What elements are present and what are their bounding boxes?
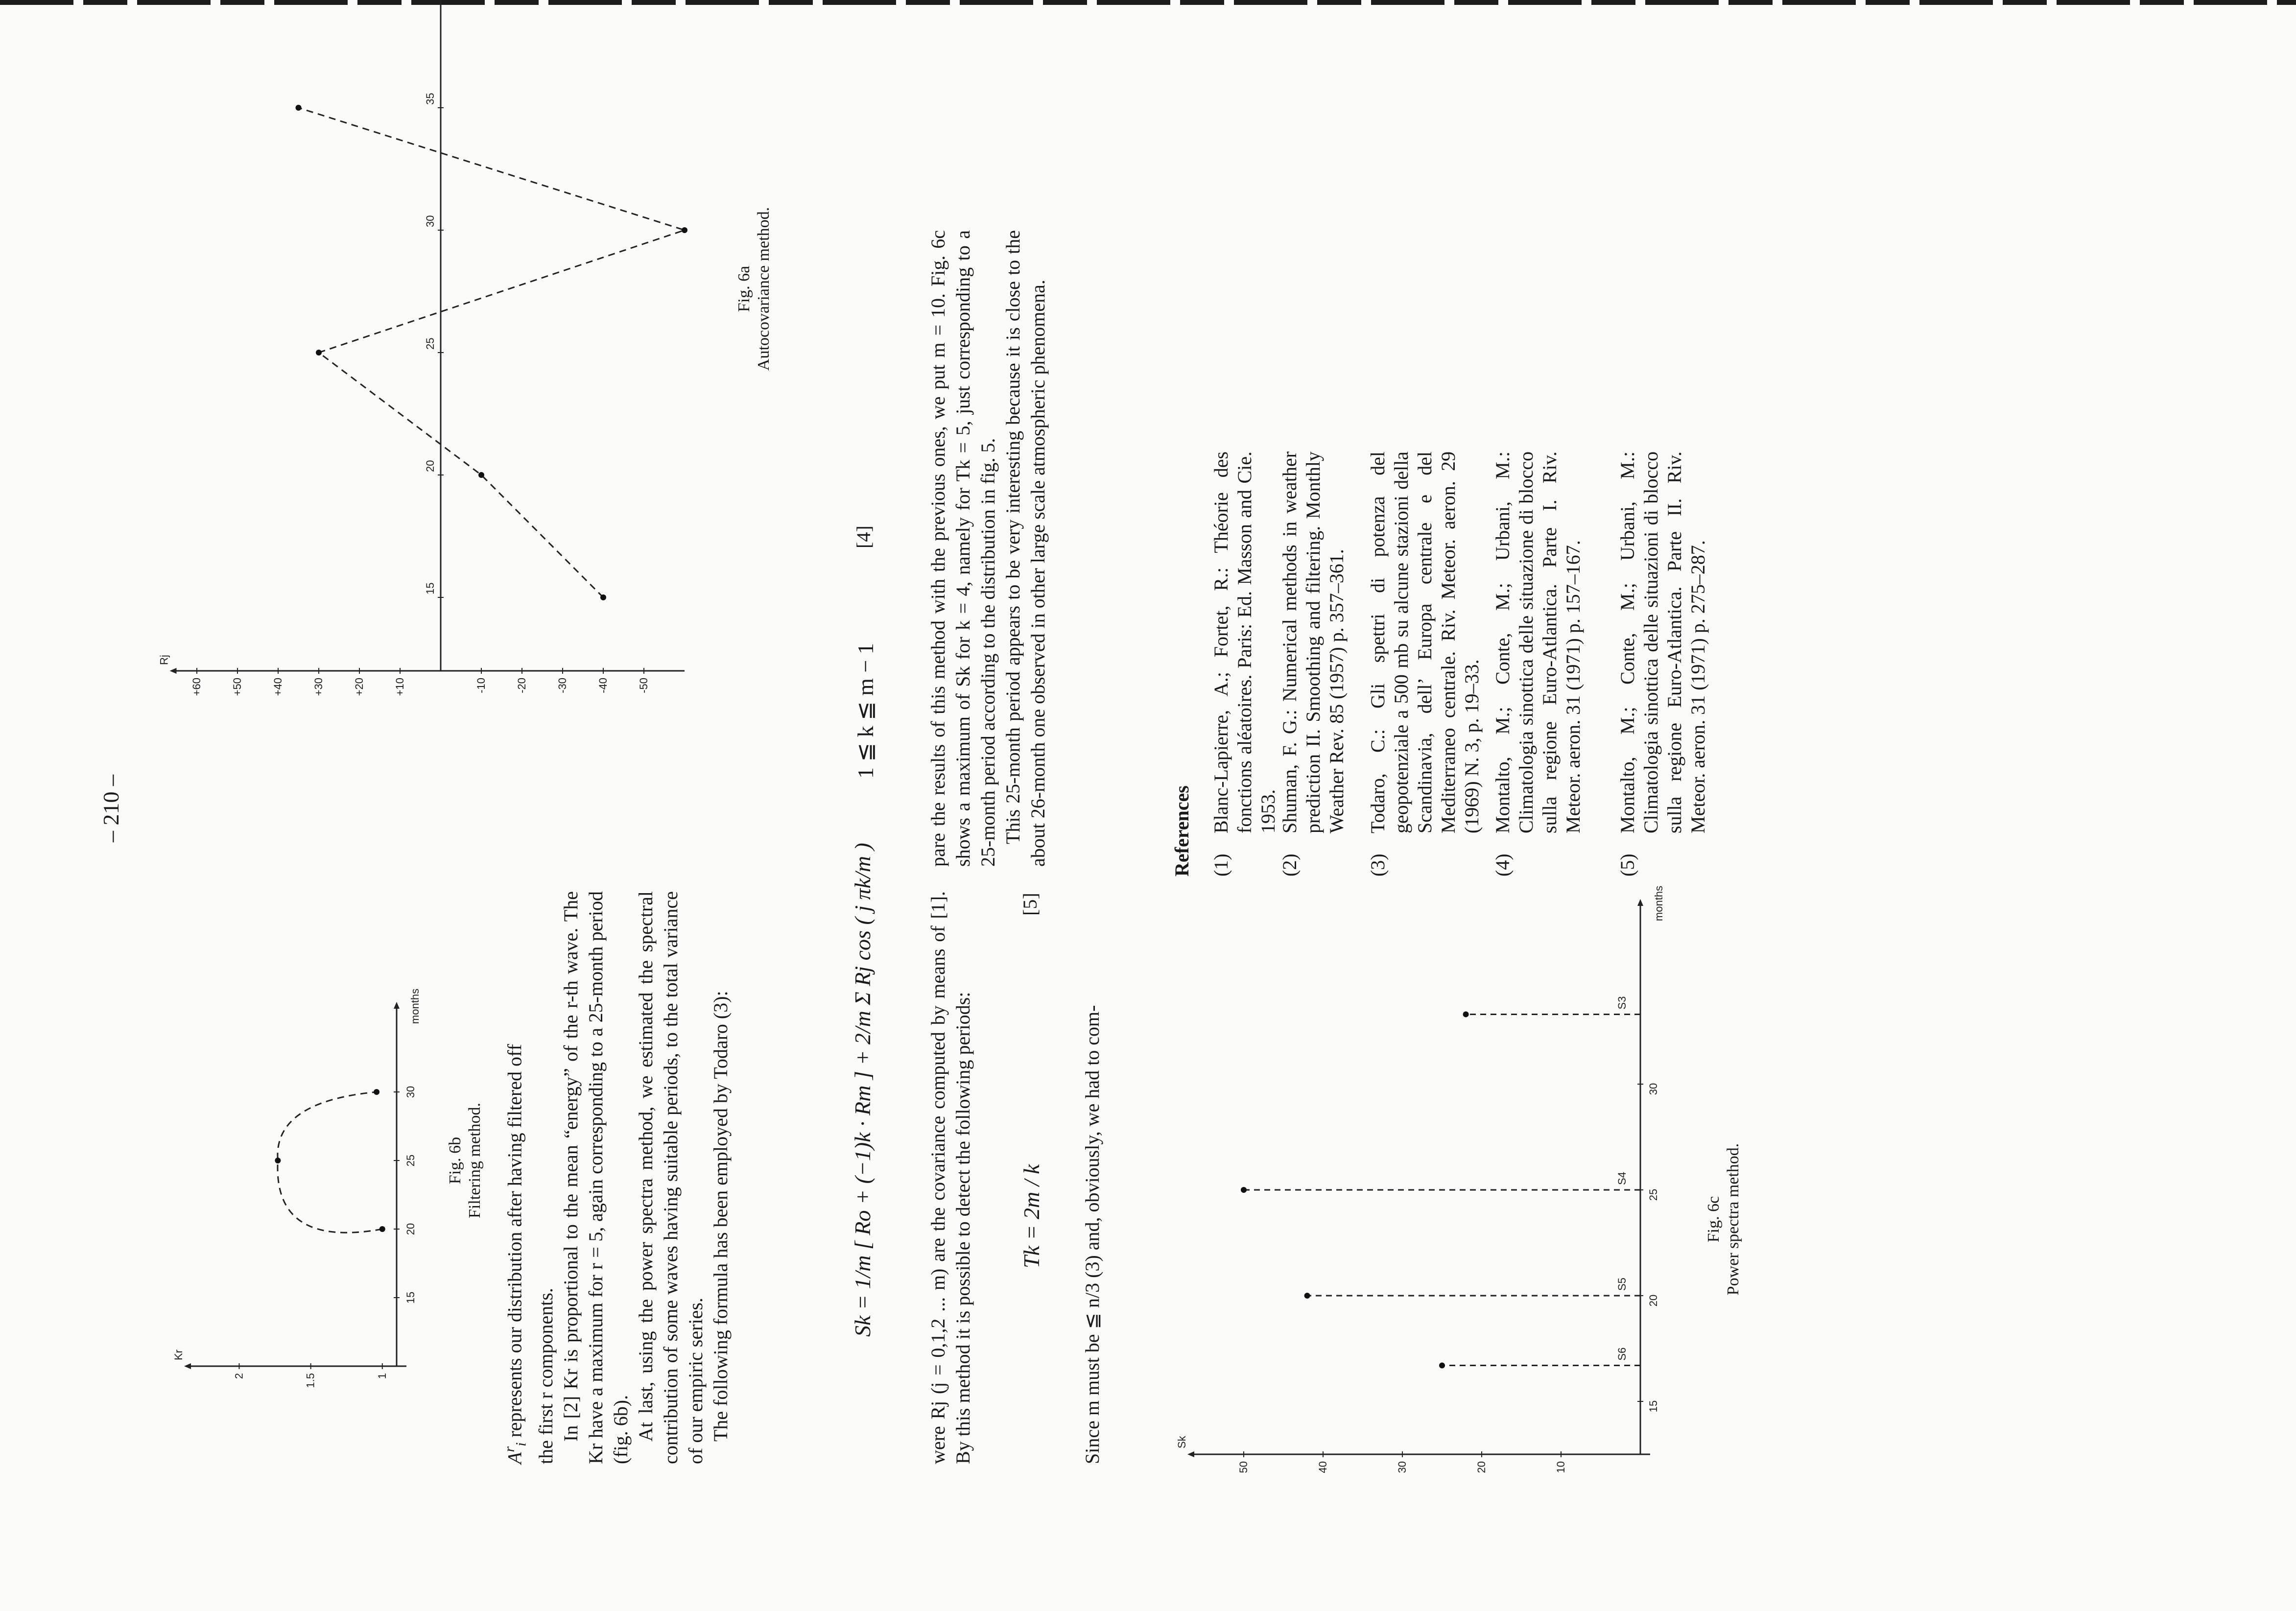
fig6c-y-tick-label: 20 [1475, 1461, 1488, 1473]
fig6c-bar-label: S4 [1616, 1172, 1628, 1185]
reference-4-number: (4) [1491, 853, 1514, 877]
text-p4: The following formula has been employed by Todaro (3): [710, 991, 732, 1442]
fig6b-data-point [275, 1158, 281, 1163]
fig6c-bar-top [1241, 1187, 1247, 1193]
fig6a-x-tick-label: 25 [424, 337, 436, 350]
reference-3-text: Todaro, C.: Gli spettri di potenza del geopotenziale a 500 mb su alcune stazioni della Scandinavia, dell’ Europa centrale e del Mediterraneo centrale. Riv. Meteor. aeron. 29 (1969) N. 3, p. 19–33. [1367, 451, 1483, 833]
fig6a-y-tick-label: +20 [353, 678, 365, 696]
text-p2: In [2] Kr is proportional to the mean “energy” of the r-th wave. The Kr have a maximum for r = 5, again corresponding to a 25-month period (fig. 6b). [560, 891, 632, 1464]
fig6b-caption [446, 1014, 485, 1307]
fig6b-caption-text: Filtering method. [466, 1102, 484, 1219]
fig6b-x-tick-label: 30 [404, 1086, 417, 1098]
reference-3-number: (3) [1367, 853, 1389, 877]
fig6c-bar-label: S5 [1616, 1278, 1628, 1291]
fig6c-caption-text: Power spectra method. [1724, 1143, 1742, 1296]
fig6c-y-axis-label: Sk [1176, 1436, 1188, 1448]
fig6b-y-tick-label: 1 [376, 1373, 388, 1379]
fig6a-y-tick-label: -40 [597, 678, 609, 693]
fig6c-x-axis-label: months [1653, 885, 1665, 922]
fig6c-caption-num: Fig. 6c [1704, 1196, 1723, 1243]
fig6a-x-tick-label: 15 [424, 582, 436, 594]
fig6b-x-tick-label: 25 [404, 1154, 417, 1167]
fig6a-data-point [600, 594, 606, 600]
fig6b-data-point [379, 1226, 385, 1232]
reference-5-number: (5) [1616, 853, 1638, 877]
fig6b-x-arrow [394, 1002, 400, 1009]
formula-number-4: [4] [852, 525, 875, 548]
fig6a-y-arrow [170, 668, 177, 674]
fig6b-data-point [374, 1089, 379, 1095]
fig6c-x-tick-label: 20 [1647, 1294, 1659, 1307]
fig6b-chart [166, 955, 441, 1396]
fig6a-x-tick-label: 20 [424, 460, 436, 472]
reference-2-text: Shuman, F. G.: Numerical methods in weather prediction II. Smoothing and filtering. Monthly Weather Rev. 85 (1957) p. 357–361. [1278, 451, 1348, 833]
reference-4-text: Montalto, M.; Conte, M.; Urbani, M.: Climatologia sinottica delle situazione di blocco sulla regione Euro-Atlantica. Parte I. Riv. Meteor. aeron. 31 (1971) p. 157–167. [1491, 451, 1584, 833]
left-column-end [1080, 891, 1105, 1464]
fig6c-bar-top [1439, 1363, 1445, 1369]
reference-1-text: Blanc-Lapierre, A.; Fortet, R.: Théorie des fonctions aléatoires. Paris: Ed. Masson and Cie. 1953. [1210, 451, 1279, 833]
text-r2: This 25-month period appears to be very interesting because it is close to the about 26-month one observed in other large scale atmospheric phenomena. [1002, 230, 1049, 867]
fig6a-y-tick-label: +40 [272, 678, 284, 696]
text-p1-b: the first r components. [535, 1288, 557, 1464]
left-column-bottom [925, 891, 975, 1464]
fig6c-x-tick-label: 30 [1647, 1083, 1659, 1095]
fig6a-y-tick-label: -20 [516, 678, 528, 693]
fig6a-y-tick-label: -10 [475, 678, 487, 693]
right-column-top [925, 230, 1050, 867]
fig6a-y-tick-label: +60 [190, 678, 203, 696]
fig6a-chart [158, 0, 700, 705]
fig6a-y-tick-label: -50 [638, 678, 650, 693]
text-p6: Since m must be ≦ n/3 (3) and, obviously, we had to com- [1081, 1005, 1103, 1464]
fig6a-y-tick-label: +50 [231, 678, 243, 696]
fig6c-bar-top [1463, 1011, 1469, 1017]
symbol-a: A [503, 1452, 526, 1464]
fig6a-y-axis-label: Rj [158, 655, 170, 665]
page-number: – 210 – [98, 775, 123, 842]
fig6b-y-axis-label: Kr [172, 1350, 185, 1360]
fig6a-x-tick-label: 30 [424, 215, 436, 227]
fig6b-x-tick-label: 15 [404, 1291, 417, 1304]
fig6a-x-tick-label: 35 [424, 93, 436, 105]
fig6b-caption-num: Fig. 6b [446, 1137, 464, 1185]
fig6a-caption-num: Fig. 6a [735, 265, 753, 312]
fig6c-chart [1136, 857, 1675, 1493]
fig6c-bar-label: S3 [1616, 996, 1628, 1010]
fig6c-x-tick-label: 25 [1647, 1188, 1659, 1201]
fig6c-y-arrow [1187, 1451, 1194, 1457]
fig6a-y-tick-label: -30 [556, 678, 568, 693]
reference-5-text: Montalto, M.; Conte, M.; Urbani, M.: Climatologia sinottica delle situazioni di blocco sulla regione Euro-Atlantica. Parte II. Riv. Meteor. aeron. 31 (1971) p. 275–287. [1616, 451, 1709, 833]
fig6a-caption [734, 118, 774, 460]
formula-sk: Sk = 1/m [ Ro + (−1)k · Rm ] + 2/m Σ Rj cos ( j πk/m ) [850, 843, 875, 1337]
fig6b-y-tick-label: 2 [233, 1373, 245, 1379]
fig6a-y-tick-label: +30 [312, 678, 325, 696]
text-r1: pare the results of this method with the previous ones, we put m = 10. Fig. 6c shows a maximum of Sk for k = 4, namely for Tk = 5, just corresponding to a 25-month period according to the distribution in fig. 5. [927, 230, 999, 867]
fig6c-caption [1704, 1023, 1743, 1415]
fig6b-y-arrow [184, 1363, 191, 1369]
fig6b-x-tick-label: 20 [404, 1223, 417, 1235]
fig6c-x-tick-label: 15 [1647, 1400, 1659, 1413]
fig6a-caption-text: Autocovariance method. [755, 207, 773, 371]
fig6a-data-point [296, 105, 302, 111]
fig6c-y-tick-label: 50 [1237, 1461, 1250, 1473]
fig6a-data-point [478, 472, 484, 478]
fig6a-series-line [299, 108, 685, 597]
formula-range: 1 ≦ k ≦ m − 1 [853, 643, 878, 779]
fig6c-bar-label: S6 [1616, 1347, 1628, 1361]
reference-1-number: (1) [1210, 853, 1232, 877]
fig6a-y-tick-label: +10 [394, 678, 406, 696]
references-heading: References [1171, 785, 1193, 877]
fig6a-data-point [682, 227, 687, 233]
fig6c-y-tick-label: 40 [1317, 1461, 1329, 1473]
fig6b-series-line [278, 1092, 382, 1232]
fig6c-y-tick-label: 10 [1555, 1461, 1567, 1473]
fig6b-x-axis-label: months [409, 988, 421, 1024]
left-column-top: $A^r_i$ represents our distribution after having filtered off the first r components. In [2] Kr is proportional to the mean “energy” of the r-th wave. The Kr have a maximum for r = 5, again corresponding to a 25-month period (fig. 6b). At last, using the power spectra method, we estimated the spectral contribution of some waves having suitable periods, to the total variance of our empiric series. The following formula has been employed by Todaro (3): [497, 891, 733, 1464]
reference-2-number: (2) [1278, 853, 1301, 877]
text-p1-a: represents our distribution after having filtered off [503, 1044, 526, 1443]
text-p5: were Rj (j = 0,1,2 ... m) are the covariance computed by means of [1]. By this method it is possible to detect the following periods: [927, 891, 974, 1464]
fig6b-y-tick-label: 1.5 [304, 1373, 317, 1388]
fig6c-bar-top [1304, 1293, 1310, 1299]
fig6a-data-point [316, 350, 322, 355]
fig6c-y-tick-label: 30 [1396, 1461, 1408, 1473]
fig6c-x-arrow [1637, 899, 1643, 906]
formula-number-5: [5] [1019, 893, 1041, 916]
text-p3: At last, using the power spectra method, we estimated the spectral contribution of some waves having suitable periods, to the total variance of our empiric series. [635, 891, 707, 1464]
formula-tk: Tk = 2m / k [1019, 1164, 1044, 1268]
